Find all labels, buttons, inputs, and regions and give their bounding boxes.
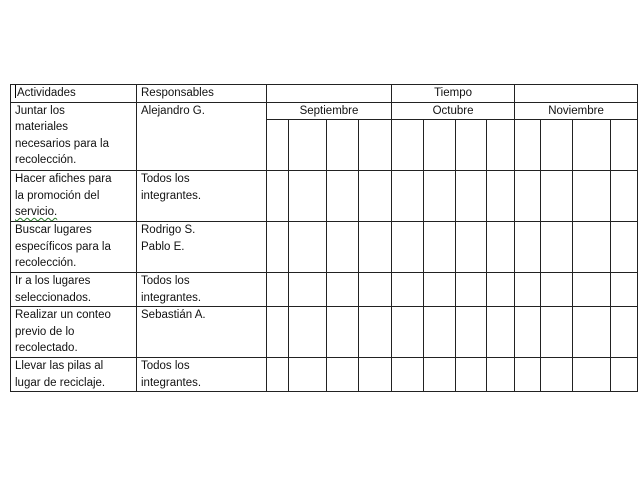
week-cell[interactable]: [487, 358, 515, 392]
week-cell[interactable]: [611, 171, 638, 222]
week-cell[interactable]: [392, 171, 424, 222]
header-time: Tiempo: [392, 85, 515, 103]
activity-line: recolectado.: [15, 342, 78, 354]
table-row: [11, 102, 638, 120]
responsible-line: Todos los: [141, 173, 190, 185]
week-cell[interactable]: [456, 171, 487, 222]
activity-line: Buscar lugares: [15, 224, 92, 236]
header-responsible: Responsables: [137, 85, 267, 103]
week-cell[interactable]: [541, 358, 573, 392]
week-cell[interactable]: [573, 307, 611, 358]
week-cell[interactable]: [392, 222, 424, 273]
activity-line: previo de lo: [15, 325, 75, 338]
week-cell[interactable]: [289, 307, 327, 358]
week-cell[interactable]: [611, 358, 638, 392]
activity-line: lugar de reciclaje.: [15, 376, 106, 389]
week-cell[interactable]: [289, 273, 327, 307]
responsible-line: integrantes.: [141, 291, 202, 304]
activity-cell: [11, 273, 137, 307]
activity-line: servicio.: [15, 206, 58, 218]
responsible-cell: [137, 273, 267, 307]
activity-line: Llevar las pilas al: [15, 360, 104, 372]
week-cell[interactable]: [456, 307, 487, 358]
week-cell[interactable]: [327, 307, 359, 358]
week-cell[interactable]: [456, 358, 487, 392]
responsible-cell: [137, 171, 267, 222]
week-cell[interactable]: [541, 171, 573, 222]
activity-line: Realizar un conteo: [15, 309, 111, 321]
week-cell[interactable]: [289, 171, 327, 222]
activity-line: materiales: [15, 121, 69, 133]
activity-line: la promoción del: [15, 189, 100, 202]
week-cell[interactable]: [487, 307, 515, 358]
header-activities: Actividades: [11, 85, 137, 103]
week-cell[interactable]: [359, 273, 392, 307]
activity-line: necesarios para la: [15, 137, 109, 150]
responsible-line: Sebastián A.: [141, 309, 206, 321]
responsible-cell: [137, 222, 267, 273]
week-cell[interactable]: [267, 222, 289, 273]
week-cell[interactable]: [327, 358, 359, 392]
week-cell[interactable]: [515, 171, 541, 222]
header-blank-cell: [515, 85, 638, 103]
responsible-cell: [137, 358, 267, 392]
week-cell[interactable]: [541, 273, 573, 307]
week-cell[interactable]: [327, 120, 359, 171]
activity-line: Ir a los lugares: [15, 275, 91, 287]
table-row: [11, 273, 638, 307]
activity-line: Juntar los: [15, 104, 65, 117]
responsible-line: Alejandro G.: [141, 104, 205, 117]
week-cell[interactable]: [573, 120, 611, 171]
week-cell[interactable]: [359, 171, 392, 222]
week-cell[interactable]: [424, 222, 456, 273]
week-cell[interactable]: [267, 358, 289, 392]
week-cell[interactable]: [267, 273, 289, 307]
responsible-line: Todos los: [141, 360, 190, 372]
week-cell[interactable]: [515, 222, 541, 273]
week-cell[interactable]: [487, 273, 515, 307]
week-cell[interactable]: [327, 171, 359, 222]
week-cell[interactable]: [424, 307, 456, 358]
activity-line: seleccionados.: [15, 291, 92, 304]
week-cell[interactable]: [359, 358, 392, 392]
activity-line: Hacer afiches para: [15, 173, 112, 185]
week-cell[interactable]: [424, 171, 456, 222]
month-header-septiembre: Septiembre: [267, 102, 392, 120]
week-cell[interactable]: [573, 222, 611, 273]
header-blank-cell: [267, 85, 392, 103]
week-cell[interactable]: [611, 120, 638, 171]
activity-line: recolección.: [15, 257, 77, 269]
activity-schedule-table: [10, 84, 638, 392]
week-cell[interactable]: [359, 120, 392, 171]
week-cell[interactable]: [456, 273, 487, 307]
week-cell[interactable]: [456, 120, 487, 171]
week-cell[interactable]: [327, 222, 359, 273]
week-cell[interactable]: [456, 222, 487, 273]
week-cell[interactable]: [611, 307, 638, 358]
text-cursor: [15, 85, 16, 98]
responsible-cell: [137, 307, 267, 358]
week-cell[interactable]: [487, 171, 515, 222]
table-row: [11, 307, 638, 358]
week-cell[interactable]: [487, 222, 515, 273]
responsible-cell: [137, 102, 267, 171]
week-cell[interactable]: [424, 273, 456, 307]
header-row: [11, 85, 638, 103]
activity-line: recolección.: [15, 154, 77, 166]
week-cell[interactable]: [573, 358, 611, 392]
table-row: [11, 358, 638, 392]
week-cell[interactable]: [267, 307, 289, 358]
week-cell[interactable]: [327, 273, 359, 307]
month-header-octubre: Octubre: [392, 102, 515, 120]
week-cell[interactable]: [515, 120, 541, 171]
activity-cell: [11, 222, 137, 273]
week-cell[interactable]: [515, 307, 541, 358]
week-cell[interactable]: [515, 358, 541, 392]
week-cell[interactable]: [267, 120, 289, 171]
week-cell[interactable]: [611, 273, 638, 307]
week-cell[interactable]: [424, 120, 456, 171]
activity-cell: [11, 171, 137, 222]
week-cell[interactable]: [424, 358, 456, 392]
week-cell[interactable]: [573, 171, 611, 222]
month-header-noviembre: Noviembre: [515, 102, 638, 120]
week-cell[interactable]: [359, 222, 392, 273]
week-cell[interactable]: [541, 120, 573, 171]
week-cell[interactable]: [289, 358, 327, 392]
week-cell[interactable]: [487, 120, 515, 171]
responsible-line: Rodrigo S.: [141, 224, 196, 236]
week-cell[interactable]: [392, 120, 424, 171]
table-row: [11, 171, 638, 222]
week-cell[interactable]: [289, 222, 327, 273]
week-cell[interactable]: [541, 222, 573, 273]
week-cell[interactable]: [611, 222, 638, 273]
week-cell[interactable]: [541, 307, 573, 358]
week-cell[interactable]: [267, 171, 289, 222]
responsible-line: integrantes.: [141, 189, 202, 202]
responsible-line: Pablo E.: [141, 240, 185, 253]
week-cell[interactable]: [392, 307, 424, 358]
week-cell[interactable]: [573, 273, 611, 307]
week-cell[interactable]: [289, 120, 327, 171]
responsible-line: Todos los: [141, 275, 190, 287]
activity-cell: [11, 307, 137, 358]
week-cell[interactable]: [515, 273, 541, 307]
week-cell[interactable]: [359, 307, 392, 358]
responsible-line: integrantes.: [141, 376, 202, 389]
table-row: [11, 222, 638, 273]
activity-cell: [11, 358, 137, 392]
week-cell[interactable]: [392, 273, 424, 307]
activity-line: específicos para la: [15, 240, 111, 253]
week-cell[interactable]: [392, 358, 424, 392]
activity-cell: [11, 102, 137, 171]
